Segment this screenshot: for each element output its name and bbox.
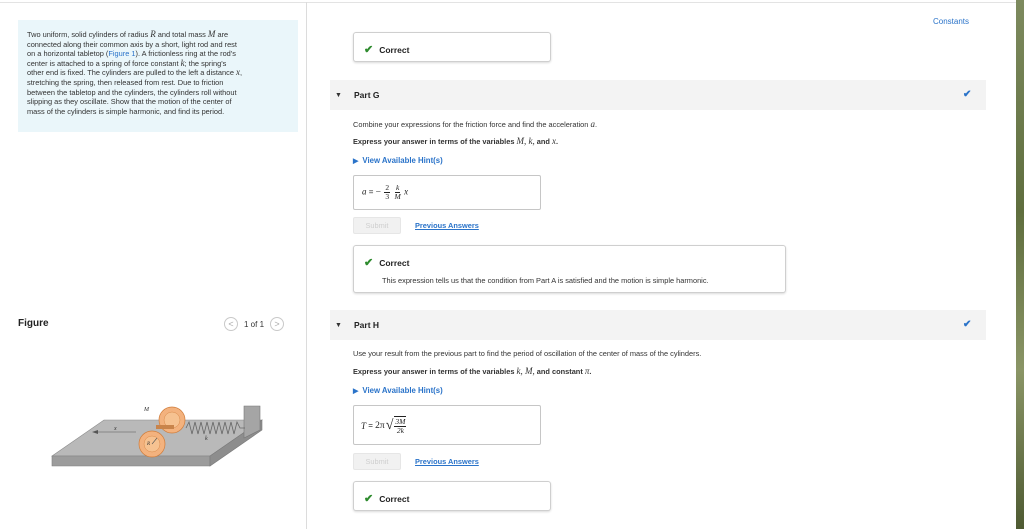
express-text: and constant: [534, 367, 585, 376]
question-text: .: [594, 120, 598, 129]
part-h-express: [353, 366, 591, 376]
symbol-M: M: [207, 29, 216, 39]
intro-text: mass of the cylinders is simple harmonic, and find its period.: [27, 106, 225, 116]
connecting-rod: [156, 425, 174, 429]
part-g-question: [353, 119, 597, 129]
label-M: M: [144, 407, 149, 413]
constant-pi: π: [584, 366, 590, 376]
prev-figure-button[interactable]: <: [224, 317, 238, 331]
part-h-header[interactable]: [330, 310, 986, 340]
label-R: R: [147, 442, 151, 447]
figure-page-indicator: 1 of 1: [244, 319, 265, 329]
express-text: .: [589, 367, 592, 376]
intro-text: ,: [239, 68, 243, 78]
variable-a: a: [590, 119, 595, 129]
variables-list: k, M,: [516, 366, 535, 376]
intro-text: connected along their common axis by a short, light rod and rest: [27, 39, 237, 49]
part-h-answer-expression: [361, 416, 407, 435]
collapse-triangle-icon[interactable]: ▼: [335, 322, 342, 329]
check-icon: ✔: [364, 493, 374, 505]
feedback-title: Correct: [379, 257, 410, 268]
figure-label: Figure: [18, 318, 49, 329]
part-g-express: [353, 136, 558, 146]
intro-text: are: [215, 30, 229, 39]
intro-text: between the tabletop and the cylinders, the cylinders roll without: [27, 87, 237, 97]
frac-numerator: 3M: [395, 417, 406, 426]
feedback-title: Correct: [379, 44, 410, 55]
express-text: Express your answer in terms of the variables: [353, 137, 517, 146]
frac-denominator: 3: [385, 192, 390, 201]
feedback-message: This expression tells us that the condition from Part A is satisfied and the motion is simple harmonic.: [382, 276, 709, 285]
part-h-title: Part H: [354, 320, 380, 330]
part-h-feedback: [353, 481, 551, 511]
expand-arrow-icon: ▶: [353, 158, 359, 165]
variables-list: M, k,: [516, 136, 535, 146]
intro-text: ). A frictionless ring at the rod's: [135, 49, 236, 59]
intro-text: center is attached to a spring of force constant: [27, 58, 181, 68]
previous-part-feedback: [353, 32, 551, 62]
tabletop-edge: [52, 456, 210, 466]
intro-text: other end is fixed. The cylinders are pulled to the left a distance: [27, 68, 236, 78]
part-g-answer-expression: [362, 184, 408, 201]
square-root-icon: √: [385, 417, 394, 433]
symbol-R: R: [150, 29, 156, 39]
express-text: and: [534, 137, 552, 146]
intro-text: ; the spring's: [184, 58, 227, 68]
label-k: k: [205, 436, 208, 442]
coefficient-2pi: 2π: [375, 420, 385, 431]
express-text: .: [555, 137, 559, 146]
answer-lhs: T: [361, 420, 367, 431]
variable-x: x: [551, 136, 556, 146]
answer-x: x: [404, 186, 409, 197]
check-icon: ✔: [364, 257, 374, 269]
part-g-header[interactable]: [330, 80, 986, 110]
part-h-answer-box[interactable]: [353, 405, 541, 445]
figure-link[interactable]: Figure 1: [108, 49, 136, 59]
answer-lhs: a: [362, 186, 367, 197]
minus-sign: −: [375, 187, 381, 198]
figure-pager: [224, 317, 284, 331]
symbol-x: x: [235, 67, 240, 78]
equals-sign: =: [366, 187, 376, 197]
part-h-previous-answers-link[interactable]: Previous Answers: [415, 457, 479, 466]
frac-denominator: 2k: [396, 426, 404, 435]
collapse-triangle-icon[interactable]: ▼: [335, 92, 342, 99]
hint-label: View Available Hint(s): [362, 386, 443, 395]
frac-numerator: 2: [385, 183, 390, 192]
part-g-feedback: [353, 245, 786, 293]
feedback-title: Correct: [379, 493, 410, 504]
intro-text: Two uniform, solid cylinders of radius: [27, 30, 151, 39]
next-figure-button[interactable]: >: [270, 317, 284, 331]
column-divider: [306, 2, 307, 529]
fraction-2-3: [384, 184, 390, 201]
intro-text: on a horizontal tabletop (: [27, 49, 109, 59]
equals-sign: =: [366, 421, 376, 430]
expand-arrow-icon: ▶: [353, 388, 359, 395]
label-x: x: [114, 426, 117, 432]
fraction-3M-2k: [394, 416, 406, 435]
symbol-k: k: [180, 57, 185, 68]
part-g-answer-box[interactable]: [353, 175, 541, 210]
hint-label: View Available Hint(s): [362, 156, 443, 165]
part-g-submit-button[interactable]: Submit: [353, 217, 401, 234]
top-border: [0, 2, 1016, 3]
part-g-previous-answers-link[interactable]: Previous Answers: [415, 221, 479, 230]
part-complete-check-icon: ✔: [963, 89, 972, 100]
fraction-k-M: [394, 184, 400, 201]
intro-text: stretching the spring, then released from rest. Due to friction: [27, 77, 224, 87]
intro-text: slipping as they oscillate. Show that the motion of the center of: [27, 97, 232, 107]
express-text: Express your answer in terms of the variables: [353, 367, 517, 376]
part-h-hints-link[interactable]: [353, 386, 443, 395]
constants-link[interactable]: Constants: [933, 17, 970, 26]
question-text: Combine your expressions for the friction force and find the acceleration: [353, 120, 591, 129]
frac-numerator: k: [395, 183, 400, 192]
background-strip: [1016, 0, 1024, 529]
problem-statement: [18, 20, 298, 132]
check-icon: ✔: [364, 44, 374, 56]
part-h-submit-button[interactable]: Submit: [353, 453, 401, 470]
part-g-hints-link[interactable]: [353, 156, 443, 165]
part-h-question: Use your result from the previous part to find the period of oscillation of the center of mass of the cylinders.: [353, 349, 702, 358]
part-g-title: Part G: [354, 90, 380, 100]
cylinders-spring-figure: [48, 400, 270, 472]
frac-denominator: M: [394, 192, 401, 201]
part-complete-check-icon: ✔: [963, 319, 972, 330]
intro-text: and total mass: [155, 30, 208, 39]
